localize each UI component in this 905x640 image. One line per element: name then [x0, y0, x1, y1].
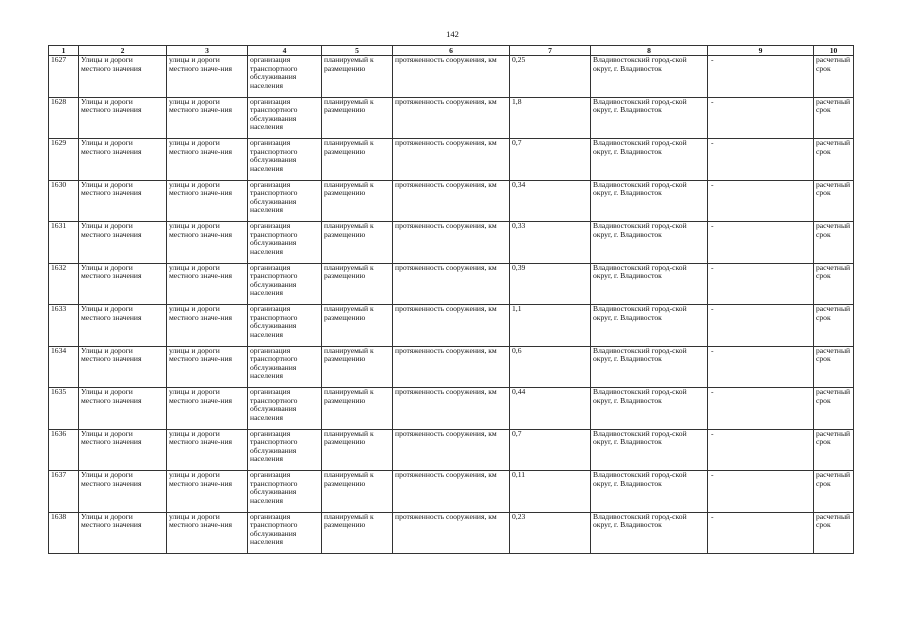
cell-object-kind: улицы и дороги местного значе-ния	[167, 56, 248, 98]
cell-object-kind: улицы и дороги местного значе-ния	[167, 429, 248, 471]
cell-zone: -	[708, 512, 814, 554]
cell-purpose: организация транспортного обслуживания населения	[248, 139, 322, 181]
cell-number: 1628	[49, 97, 79, 139]
cell-location: Владивостокский город-ской округ, г. Владивосток	[591, 346, 708, 388]
cell-term: расчетный срок	[814, 388, 854, 430]
cell-value: 0,33	[510, 222, 591, 264]
cell-location: Владивостокский город-ской округ, г. Владивосток	[591, 512, 708, 554]
cell-characteristic: протяженность сооружения, км	[393, 471, 510, 513]
cell-value: 0,6	[510, 346, 591, 388]
cell-characteristic: протяженность сооружения, км	[393, 429, 510, 471]
cell-purpose: организация транспортного обслуживания населения	[248, 388, 322, 430]
cell-number: 1634	[49, 346, 79, 388]
cell-location: Владивостокский город-ской округ, г. Владивосток	[591, 180, 708, 222]
cell-object-kind: улицы и дороги местного значе-ния	[167, 180, 248, 222]
cell-term: расчетный срок	[814, 471, 854, 513]
cell-status: планируемый к размещению	[322, 512, 393, 554]
cell-number: 1631	[49, 222, 79, 264]
cell-status: планируемый к размещению	[322, 263, 393, 305]
column-header: 9	[708, 46, 814, 56]
cell-status: планируемый к размещению	[322, 429, 393, 471]
table-body	[49, 56, 854, 554]
cell-zone: -	[708, 346, 814, 388]
cell-object-type: Улицы и дороги местного значения	[79, 56, 167, 98]
cell-location: Владивостокский город-ской округ, г. Владивосток	[591, 56, 708, 98]
cell-purpose: организация транспортного обслуживания населения	[248, 222, 322, 264]
cell-purpose: организация транспортного обслуживания населения	[248, 471, 322, 513]
cell-zone: -	[708, 222, 814, 264]
cell-object-kind: улицы и дороги местного значе-ния	[167, 388, 248, 430]
cell-number: 1637	[49, 471, 79, 513]
cell-characteristic: протяженность сооружения, км	[393, 305, 510, 347]
cell-term: расчетный срок	[814, 56, 854, 98]
cell-location: Владивостокский город-ской округ, г. Владивосток	[591, 139, 708, 181]
cell-location: Владивостокский город-ской округ, г. Владивосток	[591, 222, 708, 264]
cell-characteristic: протяженность сооружения, км	[393, 139, 510, 181]
cell-characteristic: протяженность сооружения, км	[393, 222, 510, 264]
cell-object-type: Улицы и дороги местного значения	[79, 512, 167, 554]
table-row	[49, 305, 854, 347]
cell-object-kind: улицы и дороги местного значе-ния	[167, 263, 248, 305]
cell-object-type: Улицы и дороги местного значения	[79, 388, 167, 430]
cell-object-type: Улицы и дороги местного значения	[79, 471, 167, 513]
cell-object-kind: улицы и дороги местного значе-ния	[167, 471, 248, 513]
cell-characteristic: протяженность сооружения, км	[393, 180, 510, 222]
cell-term: расчетный срок	[814, 180, 854, 222]
cell-value: 1,8	[510, 97, 591, 139]
cell-zone: -	[708, 471, 814, 513]
cell-number: 1632	[49, 263, 79, 305]
table-row	[49, 346, 854, 388]
table-row	[49, 512, 854, 554]
cell-purpose: организация транспортного обслуживания населения	[248, 346, 322, 388]
table-row	[49, 471, 854, 513]
cell-zone: -	[708, 56, 814, 98]
data-table	[48, 45, 854, 554]
cell-object-kind: улицы и дороги местного значе-ния	[167, 222, 248, 264]
cell-object-kind: улицы и дороги местного значе-ния	[167, 305, 248, 347]
cell-status: планируемый к размещению	[322, 56, 393, 98]
column-header: 3	[167, 46, 248, 56]
cell-term: расчетный срок	[814, 222, 854, 264]
cell-status: планируемый к размещению	[322, 180, 393, 222]
cell-number: 1638	[49, 512, 79, 554]
cell-zone: -	[708, 429, 814, 471]
cell-object-type: Улицы и дороги местного значения	[79, 180, 167, 222]
column-header: 10	[814, 46, 854, 56]
table-header	[49, 46, 854, 56]
cell-object-type: Улицы и дороги местного значения	[79, 263, 167, 305]
cell-value: 1,1	[510, 305, 591, 347]
cell-term: расчетный срок	[814, 263, 854, 305]
cell-number: 1629	[49, 139, 79, 181]
cell-characteristic: протяженность сооружения, км	[393, 263, 510, 305]
cell-term: расчетный срок	[814, 346, 854, 388]
cell-zone: -	[708, 388, 814, 430]
cell-purpose: организация транспортного обслуживания населения	[248, 97, 322, 139]
cell-object-type: Улицы и дороги местного значения	[79, 222, 167, 264]
cell-object-type: Улицы и дороги местного значения	[79, 97, 167, 139]
cell-value: 0,25	[510, 56, 591, 98]
cell-term: расчетный срок	[814, 429, 854, 471]
cell-status: планируемый к размещению	[322, 346, 393, 388]
cell-purpose: организация транспортного обслуживания населения	[248, 429, 322, 471]
column-header: 8	[591, 46, 708, 56]
cell-object-type: Улицы и дороги местного значения	[79, 429, 167, 471]
cell-status: планируемый к размещению	[322, 139, 393, 181]
cell-value: 0,7	[510, 429, 591, 471]
cell-purpose: организация транспортного обслуживания населения	[248, 512, 322, 554]
cell-location: Владивостокский город-ской округ, г. Владивосток	[591, 305, 708, 347]
cell-status: планируемый к размещению	[322, 222, 393, 264]
cell-term: расчетный срок	[814, 139, 854, 181]
column-header: 1	[49, 46, 79, 56]
column-header: 4	[248, 46, 322, 56]
cell-object-type: Улицы и дороги местного значения	[79, 305, 167, 347]
cell-location: Владивостокский город-ской округ, г. Владивосток	[591, 263, 708, 305]
column-header: 7	[510, 46, 591, 56]
cell-object-kind: улицы и дороги местного значе-ния	[167, 346, 248, 388]
cell-status: планируемый к размещению	[322, 471, 393, 513]
cell-purpose: организация транспортного обслуживания населения	[248, 180, 322, 222]
cell-zone: -	[708, 305, 814, 347]
cell-value: 0,39	[510, 263, 591, 305]
cell-zone: -	[708, 97, 814, 139]
cell-status: планируемый к размещению	[322, 305, 393, 347]
table-row	[49, 97, 854, 139]
cell-object-kind: улицы и дороги местного значе-ния	[167, 97, 248, 139]
cell-number: 1627	[49, 56, 79, 98]
cell-location: Владивостокский город-ской округ, г. Владивосток	[591, 388, 708, 430]
cell-status: планируемый к размещению	[322, 97, 393, 139]
cell-term: расчетный срок	[814, 97, 854, 139]
table-row	[49, 180, 854, 222]
cell-value: 0,23	[510, 512, 591, 554]
column-header: 6	[393, 46, 510, 56]
cell-characteristic: протяженность сооружения, км	[393, 388, 510, 430]
table-row	[49, 222, 854, 264]
cell-status: планируемый к размещению	[322, 388, 393, 430]
cell-location: Владивостокский город-ской округ, г. Владивосток	[591, 97, 708, 139]
cell-term: расчетный срок	[814, 512, 854, 554]
header-row	[49, 46, 854, 56]
cell-characteristic: протяженность сооружения, км	[393, 512, 510, 554]
cell-number: 1633	[49, 305, 79, 347]
cell-characteristic: протяженность сооружения, км	[393, 346, 510, 388]
table-row	[49, 56, 854, 98]
cell-object-type: Улицы и дороги местного значения	[79, 346, 167, 388]
cell-object-type: Улицы и дороги местного значения	[79, 139, 167, 181]
column-header: 5	[322, 46, 393, 56]
cell-purpose: организация транспортного обслуживания населения	[248, 263, 322, 305]
cell-characteristic: протяженность сооружения, км	[393, 97, 510, 139]
cell-value: 0,11	[510, 471, 591, 513]
cell-number: 1635	[49, 388, 79, 430]
table-row	[49, 429, 854, 471]
table-row	[49, 263, 854, 305]
cell-value: 0,7	[510, 139, 591, 181]
cell-number: 1636	[49, 429, 79, 471]
cell-number: 1630	[49, 180, 79, 222]
cell-value: 0,44	[510, 388, 591, 430]
page-number: 142	[446, 29, 459, 39]
column-header: 2	[79, 46, 167, 56]
cell-zone: -	[708, 139, 814, 181]
cell-location: Владивостокский город-ской округ, г. Владивосток	[591, 429, 708, 471]
table-row	[49, 139, 854, 181]
cell-purpose: организация транспортного обслуживания населения	[248, 56, 322, 98]
cell-zone: -	[708, 180, 814, 222]
cell-location: Владивостокский город-ской округ, г. Владивосток	[591, 471, 708, 513]
cell-purpose: организация транспортного обслуживания населения	[248, 305, 322, 347]
cell-zone: -	[708, 263, 814, 305]
cell-value: 0,34	[510, 180, 591, 222]
cell-object-kind: улицы и дороги местного значе-ния	[167, 512, 248, 554]
table-row	[49, 388, 854, 430]
cell-object-kind: улицы и дороги местного значе-ния	[167, 139, 248, 181]
cell-term: расчетный срок	[814, 305, 854, 347]
cell-characteristic: протяженность сооружения, км	[393, 56, 510, 98]
